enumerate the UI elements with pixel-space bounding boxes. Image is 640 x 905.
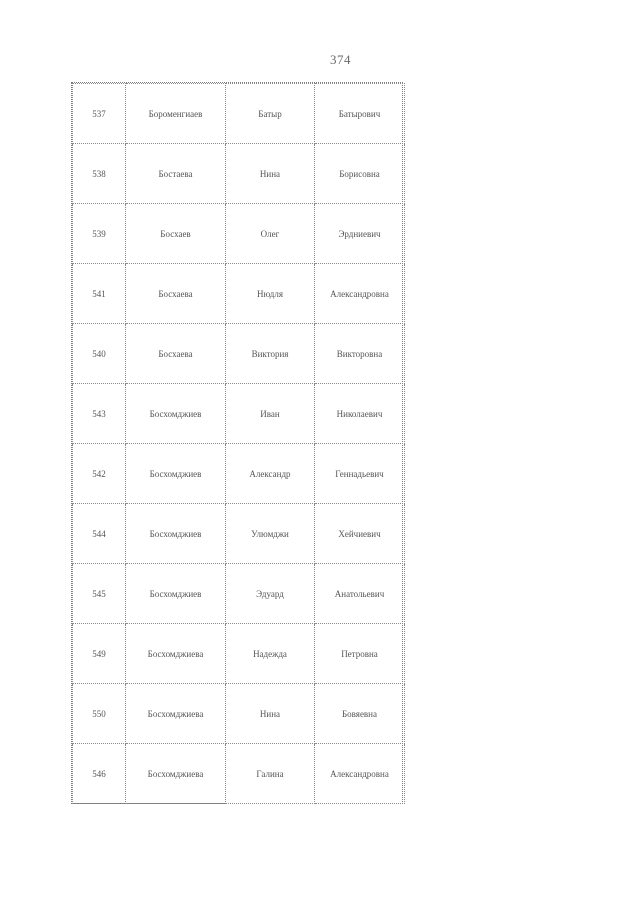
first-name-cell: Иван	[226, 384, 315, 444]
table-row	[73, 504, 405, 564]
first-name-cell: Виктория	[226, 324, 315, 384]
last-name-cell: Босхомджиева	[126, 624, 226, 684]
row-number-cell: 537	[73, 84, 126, 144]
patronymic-cell: Александровна	[315, 264, 405, 324]
roster-table-container	[71, 82, 403, 804]
table-row	[73, 684, 405, 744]
roster-table-body	[73, 84, 405, 804]
last-name-cell: Босхаев	[126, 204, 226, 264]
patronymic-cell: Геннадьевич	[315, 444, 405, 504]
last-name-cell: Босхаева	[126, 324, 226, 384]
last-name-cell: Босхомджиева	[126, 684, 226, 744]
row-number-cell: 543	[73, 384, 126, 444]
page-number: 374	[330, 52, 351, 67]
row-number-cell: 544	[73, 504, 126, 564]
first-name-cell: Эдуард	[226, 564, 315, 624]
row-number-cell: 545	[73, 564, 126, 624]
row-number-cell: 546	[73, 744, 126, 804]
table-row	[73, 144, 405, 204]
last-name-cell: Босхомджиев	[126, 564, 226, 624]
last-name-cell: Босхаева	[126, 264, 226, 324]
table-row	[73, 744, 405, 804]
first-name-cell: Улюмджи	[226, 504, 315, 564]
table-row	[73, 84, 405, 144]
first-name-cell: Олег	[226, 204, 315, 264]
last-name-cell: Босхомджиев	[126, 504, 226, 564]
patronymic-cell: Николаевич	[315, 384, 405, 444]
patronymic-cell: Бовяевна	[315, 684, 405, 744]
last-name-cell: Босхомджиева	[126, 744, 226, 804]
last-name-cell: Бостаева	[126, 144, 226, 204]
row-number-cell: 541	[73, 264, 126, 324]
first-name-cell: Нина	[226, 144, 315, 204]
row-number-cell: 538	[73, 144, 126, 204]
row-number-cell: 542	[73, 444, 126, 504]
table-row	[73, 564, 405, 624]
row-number-cell: 539	[73, 204, 126, 264]
patronymic-cell: Александровна	[315, 744, 405, 804]
table-row	[73, 324, 405, 384]
first-name-cell: Нина	[226, 684, 315, 744]
table-row	[73, 204, 405, 264]
last-name-cell: Босхомджиев	[126, 384, 226, 444]
first-name-cell: Надежда	[226, 624, 315, 684]
table-row	[73, 444, 405, 504]
patronymic-cell: Борисовна	[315, 144, 405, 204]
first-name-cell: Нюдля	[226, 264, 315, 324]
patronymic-cell: Петровна	[315, 624, 405, 684]
row-number-cell: 540	[73, 324, 126, 384]
first-name-cell: Александр	[226, 444, 315, 504]
first-name-cell: Батыр	[226, 84, 315, 144]
patronymic-cell: Хейчиевич	[315, 504, 405, 564]
last-name-cell: Бороменгиаев	[126, 84, 226, 144]
row-number-cell: 550	[73, 684, 126, 744]
row-number-cell: 549	[73, 624, 126, 684]
table-row	[73, 264, 405, 324]
table-row	[73, 384, 405, 444]
first-name-cell: Галина	[226, 744, 315, 804]
last-name-cell: Босхомджиев	[126, 444, 226, 504]
table-row	[73, 624, 405, 684]
patronymic-cell: Батырович	[315, 84, 405, 144]
patronymic-cell: Викторовна	[315, 324, 405, 384]
roster-table	[72, 83, 405, 804]
patronymic-cell: Анатольевич	[315, 564, 405, 624]
patronymic-cell: Эрдниевич	[315, 204, 405, 264]
